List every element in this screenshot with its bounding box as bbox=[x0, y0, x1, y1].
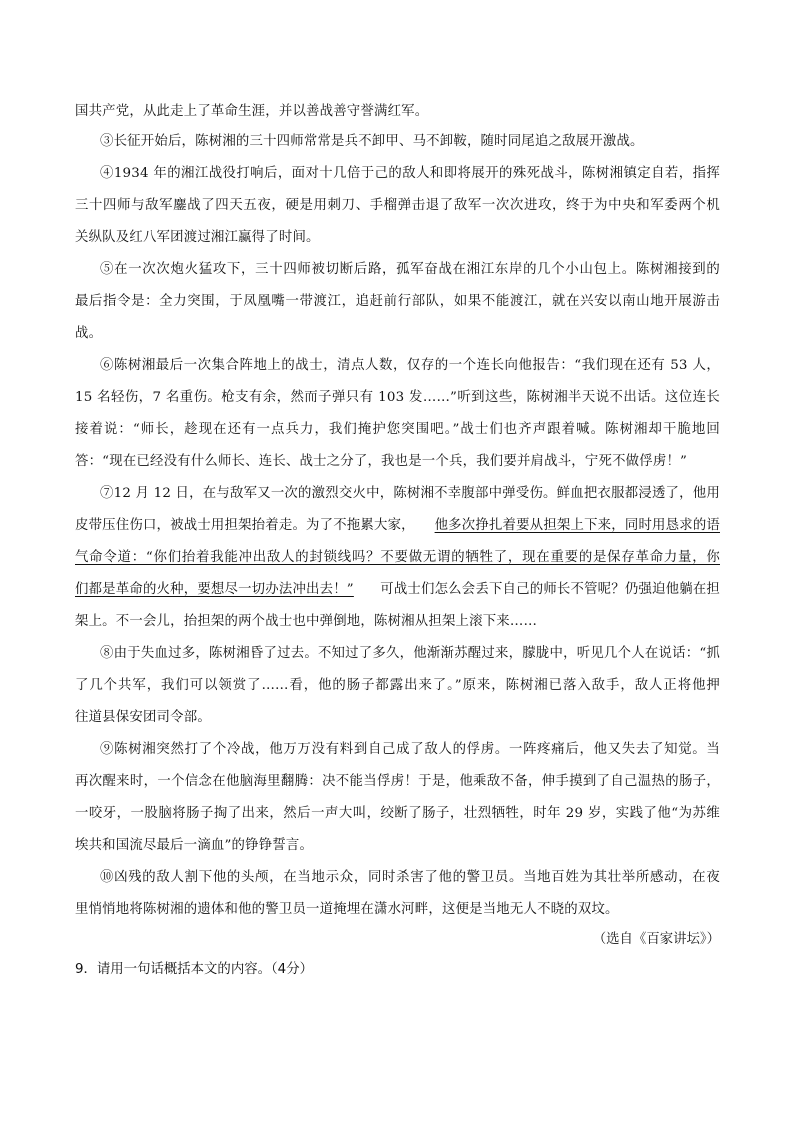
paragraph-10-line-1: ⑩凶残的敌人割下他的头颅，在当地示众，同时杀害了他的警卫员。当地百姓为其壮举所感动，在夜 bbox=[100, 870, 720, 885]
paragraph-7-line-2-underlined: 他多次挣扎着要从担架上下来，同时用恳求的语 bbox=[434, 518, 720, 533]
paragraph-6-line-3: 接着说：“师长，趁现在还有一点兵力，我们掩护您突围吧。”战士们也齐声跟着喊。陈树湘却干脆地回 bbox=[75, 422, 720, 437]
paragraph-2-end: 国共产党，从此走上了革命生涯，并以善战善守誉满红军。 bbox=[75, 104, 429, 119]
source-attribution: （选自《百家讲坛》） bbox=[592, 932, 720, 947]
paragraph-8-line-3: 往道县保安团司令部。 bbox=[75, 710, 211, 725]
paragraph-6-line-1: ⑥陈树湘最后一次集合阵地上的战士，清点人数，仅存的一个连长向他报告：“我们现在还有 53 人， bbox=[100, 358, 720, 373]
paragraph-9-line-1: ⑨陈树湘突然打了个冷战，他万万没有料到自己成了敌人的俘虏。一阵疼痛后，他又失去了知觉。当 bbox=[100, 742, 720, 757]
paragraph-7-line-5: 架上。不一会儿，抬担架的两个战士也中弹倒地，陈树湘从担架上滚下来…… bbox=[75, 614, 538, 629]
paragraph-9-line-4: 埃共和国流尽最后一滴血”的铮铮誓言。 bbox=[75, 838, 314, 853]
paragraph-5-line-2: 最后指令是：全力突围，于凤凰嘴一带渡江，追赶前行部队，如果不能渡江，就在兴安以南山地开展游击 bbox=[75, 294, 720, 309]
paragraph-4-line-1: ④1934 年的湘江战役打响后，面对十几倍于己的敌人和即将展开的殊死战斗，陈树湘镇定自若，指挥 bbox=[100, 166, 720, 181]
paragraph-9-line-2: 再次醒来时，一个信念在他脑海里翻腾：决不能当俘虏！于是，他乘敌不备，伸手摸到了自己温热的肠子， bbox=[75, 774, 720, 789]
paragraph-7-line-4 bbox=[75, 581, 720, 599]
question-9: 9．请用一句话概括本文的内容。（4分） bbox=[75, 962, 313, 977]
paragraph-7-line-4-underlined: 们都是革命的火种，要想尽一切办法冲出去！” bbox=[75, 582, 354, 597]
paragraph-7-line-4-plain: 可战士们怎么会丢下自己的师长不管呢？仍强迫他躺在担 bbox=[380, 582, 720, 597]
paragraph-3: ③长征开始后，陈树湘的三十四师常常是兵不卸甲、马不卸鞍，随时同尾追之敌展开激战。 bbox=[100, 134, 644, 149]
paragraph-9-line-3: 一咬牙，一股脑将肠子掏了出来，然后一声大叫，绞断了肠子，壮烈牺牲，时年 29 岁，实践了他“为苏维 bbox=[75, 806, 720, 821]
paragraph-4-line-2: 三十四师与敌军鏖战了四天五夜，硬是用刺刀、手榴弹击退了敌军一次次进攻，终于为中央和军委两个机 bbox=[75, 198, 720, 213]
paragraph-10-line-2: 里悄悄地将陈树湘的遗体和他的警卫员一道掩埋在潇水河畔，这便是当地无人不晓的双坟。 bbox=[75, 902, 619, 917]
paragraph-8-line-1: ⑧由于失血过多，陈树湘昏了过去。不知过了多久，他渐渐苏醒过来，朦胧中，听见几个人在说话：“抓 bbox=[100, 646, 720, 661]
paragraph-7-line-2-plain: 皮带压住伤口，被战士用担架抬着走。为了不拖累大家， bbox=[75, 518, 415, 533]
paragraph-7-line-3-underlined: 气命令道：“你们抬着我能冲出敌人的封锁线吗？不要做无谓的牺牲了，现在重要的是保存革命力量，你 bbox=[75, 550, 720, 565]
paragraph-4-line-3: 关纵队及红八军团渡过湘江赢得了时间。 bbox=[75, 230, 320, 245]
paragraph-7-line-2 bbox=[75, 517, 720, 535]
paragraph-6-line-2: 15 名轻伤，7 名重伤。枪支有余，然而子弹只有 103 发……”听到这些，陈树湘半天说不出话。这位连长 bbox=[75, 390, 720, 405]
paragraph-5-line-3: 战。 bbox=[75, 326, 103, 341]
paragraph-5-line-1: ⑤在一次次炮火猛攻下，三十四师被切断后路，孤军奋战在湘江东岸的几个小山包上。陈树湘接到的 bbox=[100, 262, 720, 277]
paragraph-7-line-1: ⑦12 月 12 日，在与敌军又一次的激烈交火中，陈树湘不幸腹部中弹受伤。鲜血把衣服都浸透了，他用 bbox=[100, 486, 720, 501]
paragraph-6-line-4: 答：“现在已经没有什么师长、连长、战士之分了，我也是一个兵，我们要并肩战斗，宁死不做俘虏！” bbox=[75, 454, 688, 469]
paragraph-8-line-2: 了几个共军，我们可以领赏了……看，他的肠子都露出来了。”原来，陈树湘已落入敌手，敌人正将他押 bbox=[75, 678, 720, 693]
